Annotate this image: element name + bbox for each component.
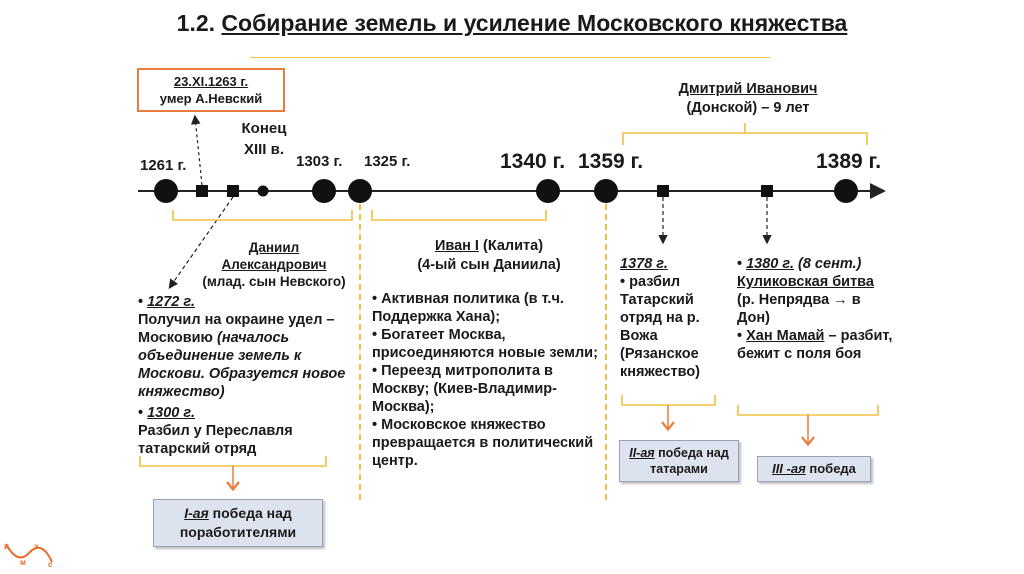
nevsky-death-box [137,68,285,112]
victory-1-text: победа над поработителями [179,505,297,540]
kulikovo-battle: Куликовская битва [737,274,874,290]
kulikovo-khan: Хан Мамай [746,328,825,344]
date-1325: 1325 г. [364,153,411,170]
logo [2,536,62,572]
title-text: Собирание земель и усиление Московского княжества [221,10,848,36]
victory-3-box [757,456,871,482]
event-1340 [536,179,560,203]
daniil-1272-note: (началось объединение земель к Москови. Образуется новое княжество) [138,330,346,400]
event-1325 [348,179,372,203]
event-1303 [312,179,336,203]
vozha-event: 1378 г. • разбил Татарский отряд на р. Вожа (Рязанское княжество) [620,256,701,380]
daniil-name-2: Александрович [221,257,327,272]
event-end-xiii [258,186,269,197]
date-1389: 1389 г. [816,150,882,173]
kulikovo-river: (р. Непрядва → в Дон) [737,292,861,326]
title-number: 1.2. [176,10,216,36]
daniil-bullet-2: • 1300 г. Разбил у Переславля татарский отряд [138,405,293,457]
daniil-heading [188,239,360,290]
victory-1-box [153,499,323,547]
ivan-bullet-1: • Активная политика (в т.ч. Поддержка Хана); [372,290,606,326]
nevsky-text: умер А.Невский [159,91,263,106]
ivan-nickname: (Калита) [483,238,544,254]
event-1272 [227,185,239,197]
date-1340: 1340 г. [500,150,566,173]
daniil-bullet-1: • 1272 г. Получил на окраине удел – Московию (началось объединение земель к Москови. Образуется новое княжество) [138,294,346,400]
victory-1-ordinal: I-ая [184,505,209,521]
ivan-name: Иван I [434,238,479,254]
kulikovo-event: • 1380 г. (8 сент.) Куликовская битва (р. Непрядва → в Дон) • Хан Мамай – разбит, бежит с поля боя [737,256,893,362]
kulikovo-date-extra: (8 сент.) [798,256,862,272]
victory-2-text: победа над татарами [650,446,729,476]
end-xiii-label [228,118,300,160]
event-1261 [154,179,178,203]
vozha-text: разбил Татарский отряд на р. Вожа (Рязанское княжество) [620,274,701,380]
kulikovo-khan-rest: – разбит, бежит с поля боя [737,328,893,362]
date-1261: 1261 г. [140,157,187,174]
event-1263 [196,185,208,197]
dmitry-label [630,80,866,118]
ivan-bullet-3: • Переезд митрополита в Москву; (Киев-Владимир-Москва); [372,362,606,416]
victory-2-box [619,440,739,482]
daniil-1272-date: 1272 г. [147,294,195,310]
ivan-bullet-2: • Богатеет Москва, присоединяются новые земли; [372,326,606,362]
victory-3-ordinal: III -ая [772,461,806,476]
ivan-note: (4-ый сын Даниила) [417,257,561,273]
event-1389 [834,179,858,203]
daniil-1300-text: Разбил у Переславля татарский отряд [138,423,293,457]
daniil-1300-date: 1300 г. [147,405,195,421]
dmitry-name: Дмитрий Иванович [678,81,818,97]
daniil-1272-text: Получил на окраине удел – Московию [138,312,335,346]
ivan-bullet-4: • Московское княжество превращается в политический центр. [372,416,606,470]
daniil-note: (млад. сын Невского) [202,274,346,289]
event-1380 [761,185,773,197]
logo-letter-1: и [4,542,9,551]
end-xiii-line2: XIII в. [243,141,285,158]
date-1303: 1303 г. [296,153,343,170]
date-1359: 1359 г. [578,150,644,173]
victory-2-ordinal: II-ая [629,446,655,460]
logo-curve [2,536,62,572]
vozha-date: 1378 г. [620,256,668,272]
victory-3-text: победа [809,461,856,476]
logo-letter-4: с [48,560,53,569]
kulikovo-date: 1380 г. [746,256,794,272]
nevsky-date: 23.XI.1263 г. [173,74,249,89]
dmitry-reign: (Донской) – 9 лет [686,100,810,116]
logo-letter-2: м [20,558,26,567]
ivan-heading [372,237,606,275]
daniil-name-1: Даниил [248,240,300,255]
event-1378 [657,185,669,197]
event-1359 [594,179,618,203]
daniil-events [138,293,360,458]
end-xiii-line1: Конец [241,120,287,137]
ivan-events [372,290,606,470]
logo-letter-3: э [34,542,39,551]
